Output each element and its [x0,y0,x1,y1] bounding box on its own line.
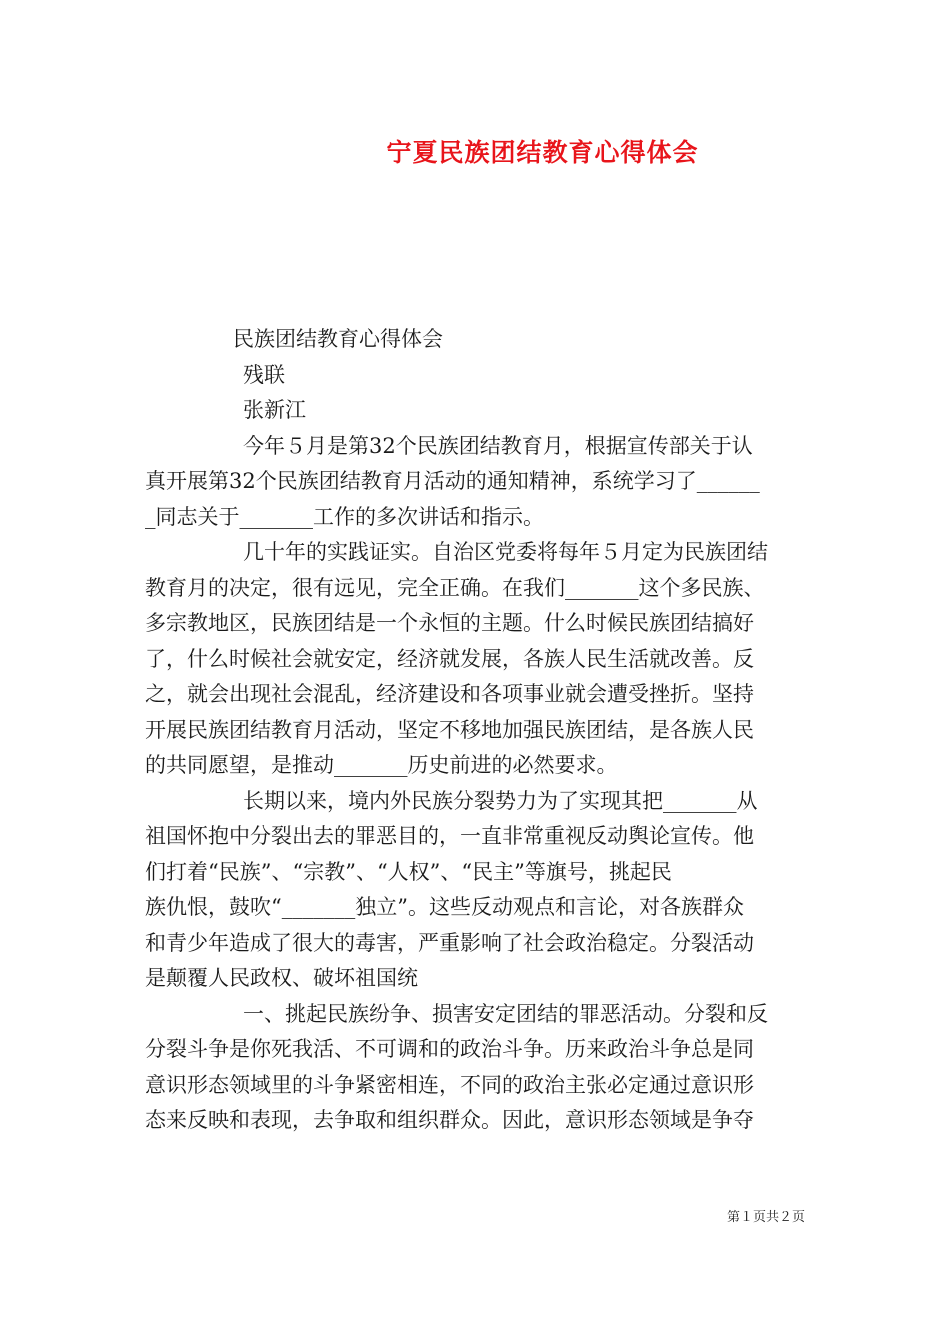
paragraph-1 [145,429,805,536]
paragraph-line: 真开展第32个民族团结教育月活动的通知精神，系统学习了______ [145,469,760,493]
paragraph-line: 了，什么时候社会就安定，经济就发展，各族人民生活就改善。反 [145,646,754,671]
paragraph-line: 是颠覆人民政权、破坏祖国统 [145,966,418,990]
paragraph-line: 意识形态领域里的斗争紧密相连，不同的政治主张必定通过意识形 [145,1072,754,1097]
paragraph-line: 和青少年造成了很大的毒害，严重影响了社会政治稳定。分裂活动 [145,930,754,955]
page-number: 第１页共２页 [726,1210,805,1225]
paragraph-line: _同志关于_______工作的多次讲话和指示。 [145,504,544,529]
paragraph-4 [145,997,805,1139]
paragraph-line: 几十年的实践证实。自治区党委将每年５月定为民族团结 [243,540,768,564]
paragraph-line: 多宗教地区，民族团结是一个永恒的主题。什么时候民族团结搞好 [145,611,754,635]
author-name: 张新江 [243,398,306,422]
paragraph-line: 祖国怀抱中分裂出去的罪恶目的，一直非常重视反动舆论宣传。他 [145,824,754,848]
paragraph-line: 们打着“民族”、“宗教”、“人权”、“民主”等旗号，挑起民 [145,859,672,884]
paragraph-3 [145,784,805,997]
paragraph-line: 开展民族团结教育月活动，坚定不移地加强民族团结，是各族人民 [145,717,754,742]
paragraph-2 [145,535,805,784]
paragraph-line: 之，就会出现社会混乱，经济建设和各项事业就会遭受挫折。坚持 [145,682,754,706]
paragraph-line: 分裂斗争是你死我活、不可调和的政治斗争。历来政治斗争总是同 [145,1037,754,1061]
paragraph-line: 教育月的决定，很有远见，完全正确。在我们_______这个多民族、 [145,575,765,600]
paragraph-line: 族仇恨，鼓吹“_______独立”。这些反动观点和言论，对各族群众 [145,895,744,919]
document-title: 宁夏民族团结教育心得体会 [386,138,699,167]
paragraph-line: 一、挑起民族纷争、损害安定团结的罪恶活动。分裂和反 [243,1001,768,1026]
author-organization: 残联 [243,362,285,387]
paragraph-line: 今年５月是第32个民族团结教育月，根据宣传部关于认 [243,433,753,458]
paragraph-line: 态来反映和表现，去争取和组织群众。因此，意识形态领域是争夺 [145,1108,754,1132]
document-body [145,322,805,1139]
paragraph-line: 的共同愿望，是推动_______历史前进的必然要求。 [145,753,618,777]
article-subtitle: 民族团结教育心得体会 [233,327,443,351]
paragraph-line: 长期以来，境内外民族分裂势力为了实现其把_______从 [243,788,758,813]
